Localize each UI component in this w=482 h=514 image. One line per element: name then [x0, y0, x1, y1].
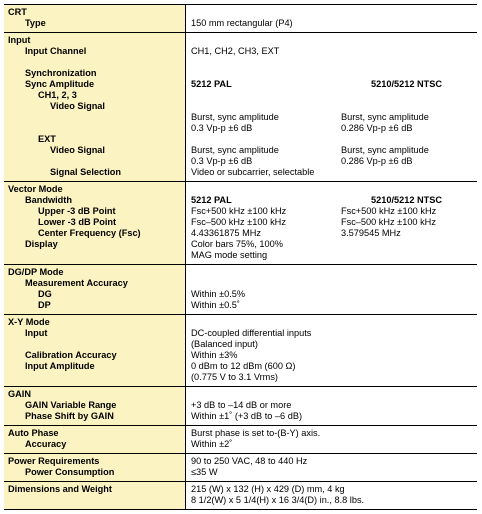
value-signal-selection: Video or subcarrier, selectable: [191, 167, 315, 177]
label-type: Type: [25, 18, 46, 28]
label-upper: Upper -3 dB Point: [38, 206, 116, 216]
value-column: [186, 426, 477, 453]
value-dimensions-metric: 215 (W) x 132 (H) x 429 (D) mm, 4 kg: [191, 484, 345, 494]
label-input-amplitude: Input Amplitude: [25, 361, 95, 371]
label-display: Display: [25, 239, 58, 249]
label-input-channel: Input Channel: [25, 46, 87, 56]
label-column: [4, 387, 186, 425]
section-gain: [4, 387, 477, 426]
value-dimensions-imperial: 8 1/2(W) x 5 1/4(H) x 16 3/4(D) in., 8.8 lbs.: [191, 495, 365, 505]
column-headers: [191, 195, 477, 206]
header-pal: 5212 PAL: [191, 79, 232, 89]
label-ext-video-signal: Video Signal: [50, 145, 105, 155]
value-xy-input-2: (Balanced input): [191, 339, 258, 349]
label-measurement-accuracy: Measurement Accuracy: [25, 278, 128, 288]
value-column: [186, 33, 477, 181]
label-column: [4, 265, 186, 314]
section-auto-phase: [4, 426, 477, 454]
label-column: [4, 5, 186, 32]
heading-input: Input: [8, 35, 31, 45]
value-column: [186, 387, 477, 425]
section-crt: [4, 5, 477, 33]
section-vector-mode: [4, 182, 477, 265]
row-center: 4.43361875 MHz 3.579545 MHz: [191, 228, 401, 238]
section-power: [4, 454, 477, 482]
label-phase-shift: Phase Shift by GAIN: [25, 411, 114, 421]
value-xy-input-1: DC-coupled differential inputs: [191, 328, 312, 338]
label-ext: EXT: [38, 134, 56, 144]
label-signal-selection: Signal Selection: [50, 167, 121, 177]
value-accuracy: Within ±2˚: [191, 439, 233, 449]
header-pal: 5212 PAL: [191, 195, 232, 205]
value-calibration: Within ±3%: [191, 350, 238, 360]
section-input: [4, 33, 477, 182]
label-column: [4, 33, 186, 181]
value-amplitude-2: (0.775 V to 3.1 Vrms): [191, 372, 278, 382]
row-ch-amplitude: 0.3 Vp-p ±6 dB 0.286 Vp-p ±6 dB: [191, 123, 413, 133]
label-lower: Lower -3 dB Point: [38, 217, 117, 227]
label-calibration-accuracy: Calibration Accuracy: [25, 350, 117, 360]
value-column: [186, 5, 477, 32]
heading-gain: GAIN: [8, 389, 31, 399]
label-power-consumption: Power Consumption: [25, 467, 115, 477]
label-column: [4, 454, 186, 481]
heading-vector-mode: Vector Mode: [8, 184, 63, 194]
value-dp: Within ±0.5˚: [191, 300, 240, 310]
value-amplitude-1: 0 dBm to 12 dBm (600 Ω): [191, 361, 296, 371]
heading-crt: CRT: [8, 7, 27, 17]
value-dg: Within ±0.5%: [191, 289, 246, 299]
label-column: [4, 182, 186, 264]
value-column: [186, 482, 477, 509]
value-column: [186, 454, 477, 481]
label-column: [4, 426, 186, 453]
label-column: [4, 482, 186, 509]
value-burst-phase: Burst phase is set to-(B-Y) axis.: [191, 428, 321, 438]
label-video-signal: Video Signal: [50, 101, 105, 111]
heading-dimensions: Dimensions and Weight: [8, 484, 112, 494]
heading-xy-mode: X-Y Mode: [8, 317, 50, 327]
label-bandwidth: Bandwidth: [25, 195, 72, 205]
column-headers: [191, 79, 477, 90]
label-xy-input: Input: [25, 328, 48, 338]
header-ntsc: 5210/5212 NTSC: [371, 195, 442, 205]
row-ch-sync: Burst, sync amplitude Burst, sync amplitude: [191, 112, 429, 122]
value-phase-shift: Within ±1˚ (+3 dB to –6 dB): [191, 411, 303, 421]
value-display-1: Color bars 75%, 100%: [191, 239, 283, 249]
spec-table: [4, 4, 477, 510]
label-dg: DG: [38, 289, 52, 299]
value-input-channel: CH1, CH2, CH3, EXT: [191, 46, 280, 56]
value-column: [186, 182, 477, 264]
heading-power-requirements: Power Requirements: [8, 456, 100, 466]
value-column: [186, 265, 477, 314]
heading-auto-phase: Auto Phase: [8, 428, 59, 438]
label-gain-range: GAIN Variable Range: [25, 400, 117, 410]
label-dp: DP: [38, 300, 51, 310]
label-center-frequency: Center Frequency (Fsc): [38, 228, 141, 238]
row-upper: Fsc+500 kHz ±100 kHz Fsc+500 kHz ±100 kHz: [191, 206, 437, 216]
value-display-2: MAG mode setting: [191, 250, 268, 260]
value-crt-type: 150 mm rectangular (P4): [191, 18, 293, 28]
section-dgdp-mode: [4, 265, 477, 315]
section-dimensions: [4, 482, 477, 510]
label-column: [4, 315, 186, 386]
value-gain-range: +3 dB to –14 dB or more: [191, 400, 292, 410]
value-column: [186, 315, 477, 386]
label-sync-amplitude: Sync Amplitude: [25, 79, 95, 89]
value-power-requirements: 90 to 250 VAC, 48 to 440 Hz: [191, 456, 308, 466]
heading-dgdp-mode: DG/DP Mode: [8, 267, 64, 277]
label-synchronization: Synchronization: [25, 68, 97, 78]
header-ntsc: 5210/5212 NTSC: [371, 79, 442, 89]
row-ext-sync: Burst, sync amplitude Burst, sync amplitude: [191, 145, 429, 155]
value-power-consumption: ≤35 W: [191, 467, 218, 477]
section-xy-mode: [4, 315, 477, 387]
row-lower: Fsc–500 kHz ±100 kHz Fsc–500 kHz ±100 kHz: [191, 217, 436, 227]
label-ch123: CH1, 2, 3: [38, 90, 77, 100]
label-accuracy: Accuracy: [25, 439, 67, 449]
row-ext-amplitude: 0.3 Vp-p ±6 dB 0.286 Vp-p ±6 dB: [191, 156, 413, 166]
